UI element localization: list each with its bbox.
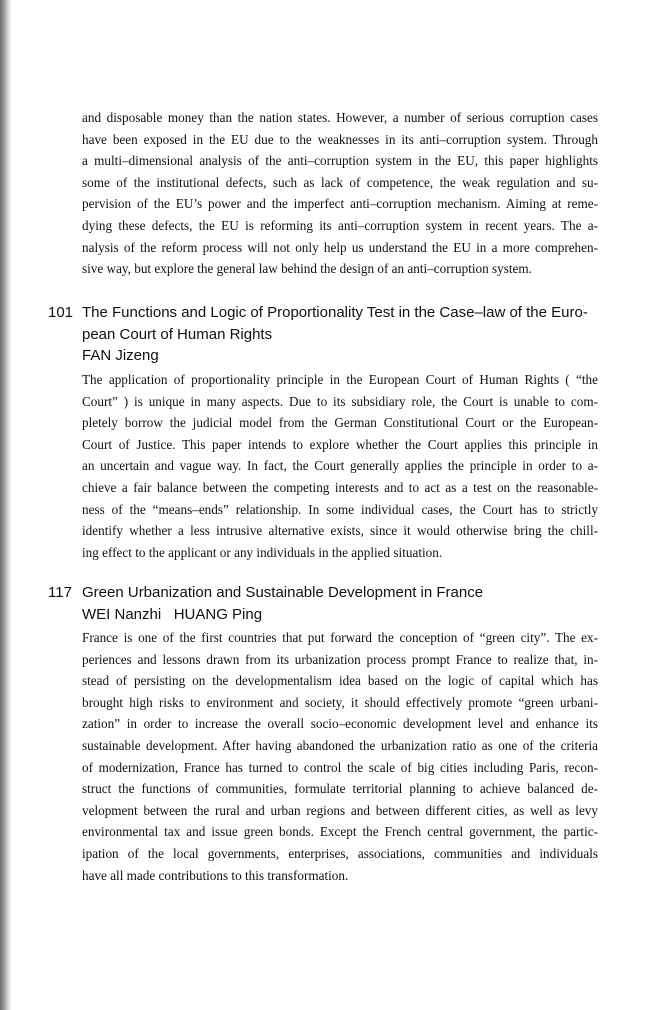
text-line: ipation of the local governments, enterprises, associations, communities and individuals — [82, 845, 598, 861]
entry-page-number: 101 — [48, 304, 74, 321]
text-line: France is one of the first countries that put forward the conception of “green city”. The ex- — [82, 630, 598, 645]
text-line: chieve a fair balance between the competing interests and to act as a test on the reasonable- — [82, 479, 598, 495]
text-line: zation” in order to increase the overall socio–economic development level and enhance its — [82, 716, 598, 732]
text-line: sive way, but explore the general law behind the design of an anti–corruption system. — [82, 261, 532, 277]
entry-page-number: 117 — [48, 584, 72, 601]
entry-title-line: Green Urbanization and Sustainable Development in France — [82, 584, 484, 601]
text-line: a multi–dimensional analysis of the anti–corruption system in the EU, this paper highlights — [82, 153, 598, 169]
text-line: dying these defects, the EU is reforming its anti–corruption system in recent years. The a- — [82, 217, 598, 233]
text-line: Court” ) is unique in many aspects. Due to its subsidiary role, the Court is unable to com- — [82, 393, 598, 409]
entry-title — [82, 302, 602, 367]
text-line: identify whether a less intrusive alternative exists, since it would otherwise bring the chill- — [82, 523, 598, 539]
text-line: stead of persisting on the developmentalism idea based on the logic of capital which has — [82, 673, 598, 689]
text-line: periences and lessons drawn from its urbanization process prompt France to realize that, in- — [82, 651, 598, 667]
text-line: environmental tax and issue green bonds. Except the French central government, the partic- — [82, 824, 598, 840]
text-line: brought high risks to environment and society, it should effectively promote “green urbani- — [82, 694, 598, 710]
text-line: sustainable development. After having abandoned the urbanization ratio as one of the criteria — [82, 737, 598, 753]
text-line: an uncertain and vague way. In fact, the Court generally applies the principle in order to a- — [82, 458, 598, 474]
entry-101-abstract — [82, 369, 598, 563]
text-line: The application of proportionality principle in the European Court of Human Rights ( “the — [82, 372, 598, 387]
text-line: nalysis of the reform process will not only help us understand the EU in a more comprehen- — [82, 239, 598, 255]
text-line: Court of Justice. This paper intends to explore whether the Court applies this principle in — [82, 436, 598, 452]
entry-117-abstract — [82, 627, 598, 886]
text-line: have all made contributions to this transformation. — [82, 867, 349, 883]
entry-title-line: The Functions and Logic of Proportionality Test in the Case–law of the Euro- — [82, 304, 588, 321]
text-line: velopment between the rural and urban regions and between different cities, as well as levy — [82, 802, 598, 818]
text-line: of modernization, France has turned to control the scale of big cities including Paris, recon- — [82, 759, 598, 775]
entry-title-line: pean Court of Human Rights — [82, 325, 273, 343]
text-line: pletely borrow the judicial model from the German Constitutional Court or the European- — [82, 415, 598, 431]
entry-title — [82, 582, 602, 625]
text-line: some of the institutional defects, such as lack of competence, the weak regulation and su- — [82, 174, 598, 190]
text-line: have been exposed in the EU due to the weaknesses in its anti–corruption system. Through — [82, 131, 598, 147]
text-line: and disposable money than the nation states. However, a number of serious corruption cases — [82, 110, 598, 125]
text-line: struct the functions of communities, formulate territorial planning to achieve balanced de- — [82, 781, 598, 797]
entry-authors: FAN Jizeng — [82, 347, 159, 365]
previous-abstract-continuation — [82, 107, 598, 280]
text-line: ness of the “means–ends” relationship. In some individual cases, the Court has to strictly — [82, 501, 598, 517]
text-line: ing effect to the applicant or any individuals in the applied situation. — [82, 544, 443, 560]
text-line: pervision of the EU’s power and the imperfect anti–corruption mechanism. Aiming at reme- — [82, 196, 598, 212]
entry-authors: WEI Nanzhi HUANG Ping — [82, 605, 263, 623]
